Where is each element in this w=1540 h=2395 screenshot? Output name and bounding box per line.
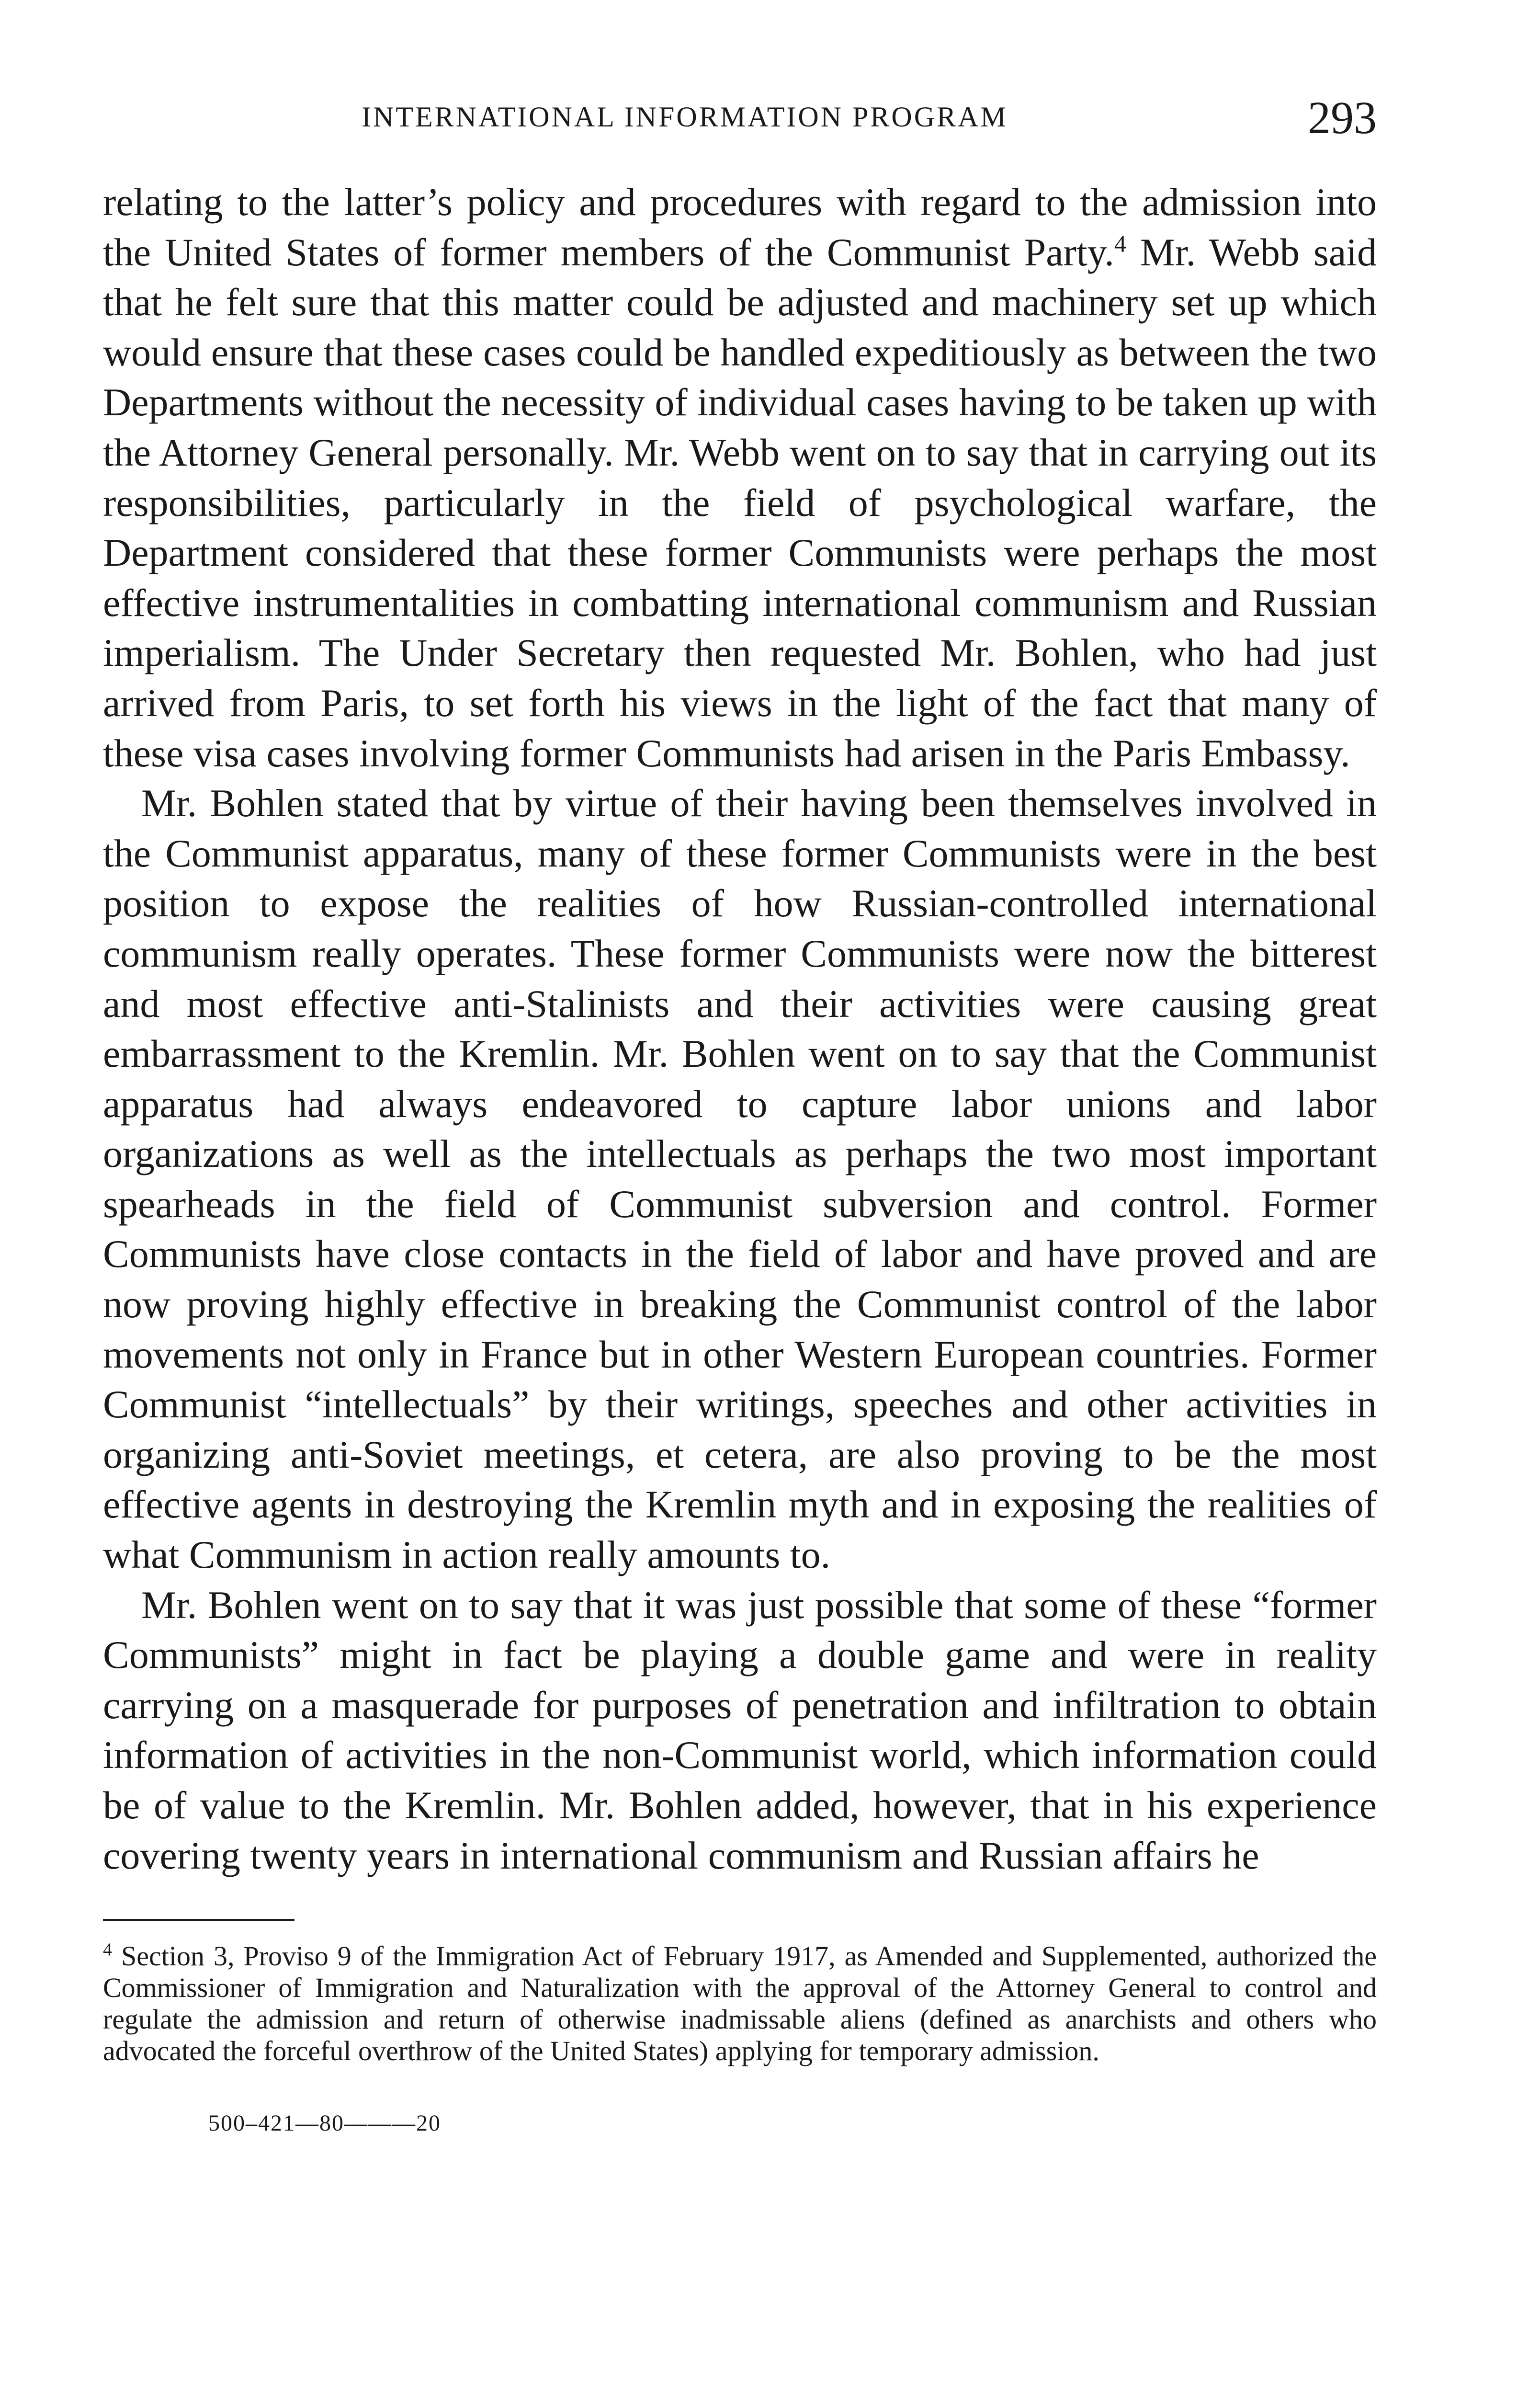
document-page: [103, 91, 1377, 2136]
footnote: [103, 1940, 1377, 2067]
footnote-text: Section 3, Proviso 9 of the Immigration Act of February 1917, as Amended and Supplemented, authorized the Commissioner of Immigration and Naturalization with the approval of the Attorney General to control and regulate the admission and return of otherwise inadmissable aliens (defined as anarchists and others who advocated the forceful overthrow of the United States) applying for temporary admission.: [103, 1940, 1377, 2067]
print-code: 500–421—80———20: [208, 2110, 441, 2136]
paragraph-3: Mr. Bohlen went on to say that it was just possible that some of these “former Communists” might in fact be playing a double game and were in reality carrying on a masquerade for purposes of penetration and infiltration to obtain information of activities in the non-Communist world, which information could be of value to the Kremlin. Mr. Bohlen added, however, that in his experience covering twenty years in international communism and Russian affairs he: [103, 1583, 1377, 1877]
footnote-reference: 4: [1114, 230, 1126, 257]
body-text: [103, 177, 1377, 1881]
paragraph-2: Mr. Bohlen stated that by virtue of their having been themselves involved in the Communist apparatus, many of these former Communists were in the best position to expose the realities of how Russian-controlled international communism really operates. These former Communists were now the bitterest and most effective anti-Stalinists and their activities were causing great embarrassment to the Kremlin. Mr. Bohlen went on to say that the Communist apparatus had always endeavored to capture labor unions and labor organizations as well as the intellectuals as perhaps the two most important spearheads in the field of Communist subversion and control. Former Communists have close contacts in the field of labor and have proved and are now proving highly effective in breaking the Communist control of the labor movements not only in France but in other Western European countries. Former Communist “intellectuals” by their writings, speeches and other activities in organizing anti-Soviet meetings, et cetera, are also proving to be the most effective agents in destroying the Kremlin myth and in exposing the realities of what Communism in action really amounts to.: [103, 781, 1377, 1577]
footnote-divider: [103, 1919, 294, 1921]
paragraph-1-text: relating to the latter’s policy and procedures with regard to the admission into the United States of former members of the Communist Party.: [103, 180, 1377, 274]
running-title: INTERNATIONAL INFORMATION PROGRAM: [362, 101, 1008, 133]
running-head: [103, 91, 1377, 158]
footnote-mark: 4: [103, 1939, 112, 1960]
page-number: 293: [1308, 92, 1377, 143]
paragraph-1: [103, 177, 1377, 778]
paragraph-1-text-continued: Mr. Webb said that he felt sure that this matter could be adjusted and machinery set up which would ensure that these cases could be handled expeditiously as between the two Departments without the necessity of individual cases having to be taken up with the Attorney General personally. Mr. Webb went on to say that in carrying out its responsibilities, particularly in the field of psychological warfare, the Department considered that these former Communists were perhaps the most effective instrumentalities in combatting international communism and Russian imperialism. The Under Secretary then requested Mr. Bohlen, who had just arrived from Paris, to set forth his views in the light of the fact that many of these visa cases involving former Communists had arisen in the Paris Embassy.: [103, 230, 1377, 775]
